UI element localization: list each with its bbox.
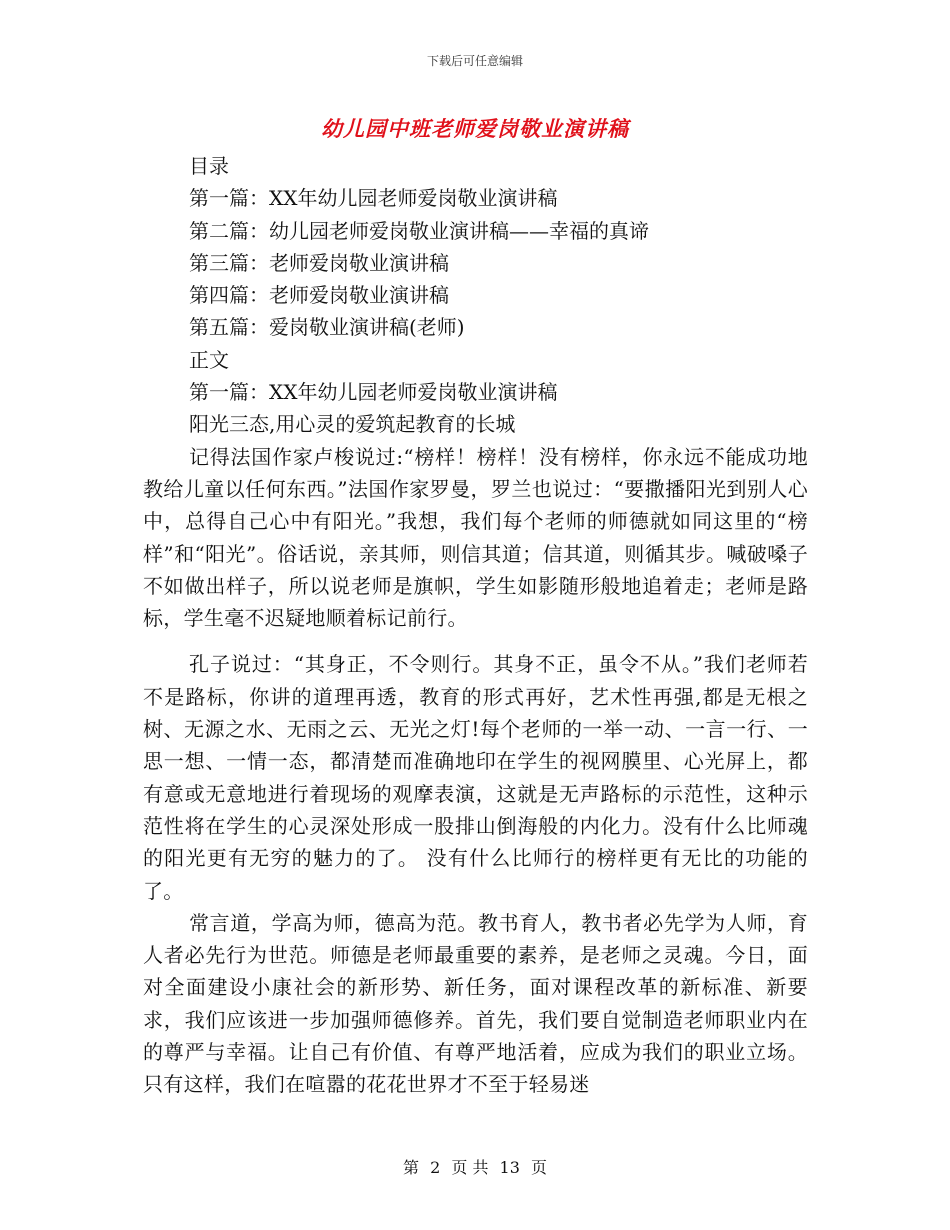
section-subtitle: 阳光三态,用心灵的爱筑起教育的长城 <box>189 412 516 437</box>
document-title: 幼儿园中班老师爱岗敬业演讲稿 <box>321 116 629 141</box>
footer-prefix: 第 <box>402 1158 419 1177</box>
page-total: 13 <box>499 1158 520 1177</box>
body-label: 正文 <box>189 347 229 372</box>
toc-item: 第四篇：老师爱岗敬业演讲稿 <box>189 283 449 308</box>
paragraph: 常言道，学高为师，德高为范。教书育人，教书者必先学为人师，育人者必先行为世范。师德是老师最重要的素养，是老师之灵魂。今日，面对全面建设小康社会的新形势、新任务，面对课程改革的新标准、新要求，我们应该进一步加强师德修养。首先，我们要自觉制造老师职业内在的尊严与幸福。让自己有价值、有尊严地活着，应成为我们的职业立场。只有这样，我们在喧嚣的花花世界才不至于轻易迷 <box>143 910 808 1097</box>
document-body <box>143 150 808 1101</box>
toc-item: 第二篇：幼儿园老师爱岗敬业演讲稿——幸福的真谛 <box>189 218 649 243</box>
page-number: 2 <box>430 1158 441 1177</box>
header-note: 下载后可任意编辑 <box>426 54 523 68</box>
footer-middle: 页 共 <box>451 1158 489 1177</box>
paragraph: 记得法国作家卢梭说过:“榜样！榜样！没有榜样，你永远不能成功地教给儿童以任何东西。”法国作家罗曼，罗兰也说过：“要撒播阳光到别人心中，总得自己心中有阳光。”我想，我们每个老师的师德就如同这里的“榜样”和“阳光”。俗话说，亲其师，则信其道；信其道，则循其步。喊破嗓子不如做出样子，所以说老师是旗帜，学生如影随形般地追着走；老师是路标，学生毫不迟疑地顺着标记前行。 <box>143 444 808 631</box>
toc-label: 目录 <box>189 154 229 178</box>
toc-item: 第五篇：爱岗敬业演讲稿(老师) <box>189 315 465 340</box>
paragraph: 孔子说过：“其身正，不令则行。其身不正，虽令不从。”我们老师若不是路标，你讲的道理再透，教育的形式再好，艺术性再强,都是无根之树、无源之水、无雨之云、无光之灯!每个老师的一举一动、一言一行、一思一想、一情一态，都清楚而准确地印在学生的视网膜里、心光屏上，都有意或无意地进行着现场的观摩表演，这就是无声路标的示范性，这种示范性将在学生的心灵深处形成一股排山倒海般的内化力。没有什么比师魂的阳光更有无穷的魅力的了。 没有什么比师行的榜样更有无比的功能的了。 <box>143 652 808 903</box>
page-footer <box>0 1155 950 1178</box>
toc-item: 第一篇：XX年幼儿园老师爱岗敬业演讲稿 <box>189 186 558 211</box>
footer-suffix: 页 <box>531 1158 548 1177</box>
section-heading: 第一篇：XX年幼儿园老师爱岗敬业演讲稿 <box>189 380 558 405</box>
toc-item: 第三篇：老师爱岗敬业演讲稿 <box>189 250 449 275</box>
